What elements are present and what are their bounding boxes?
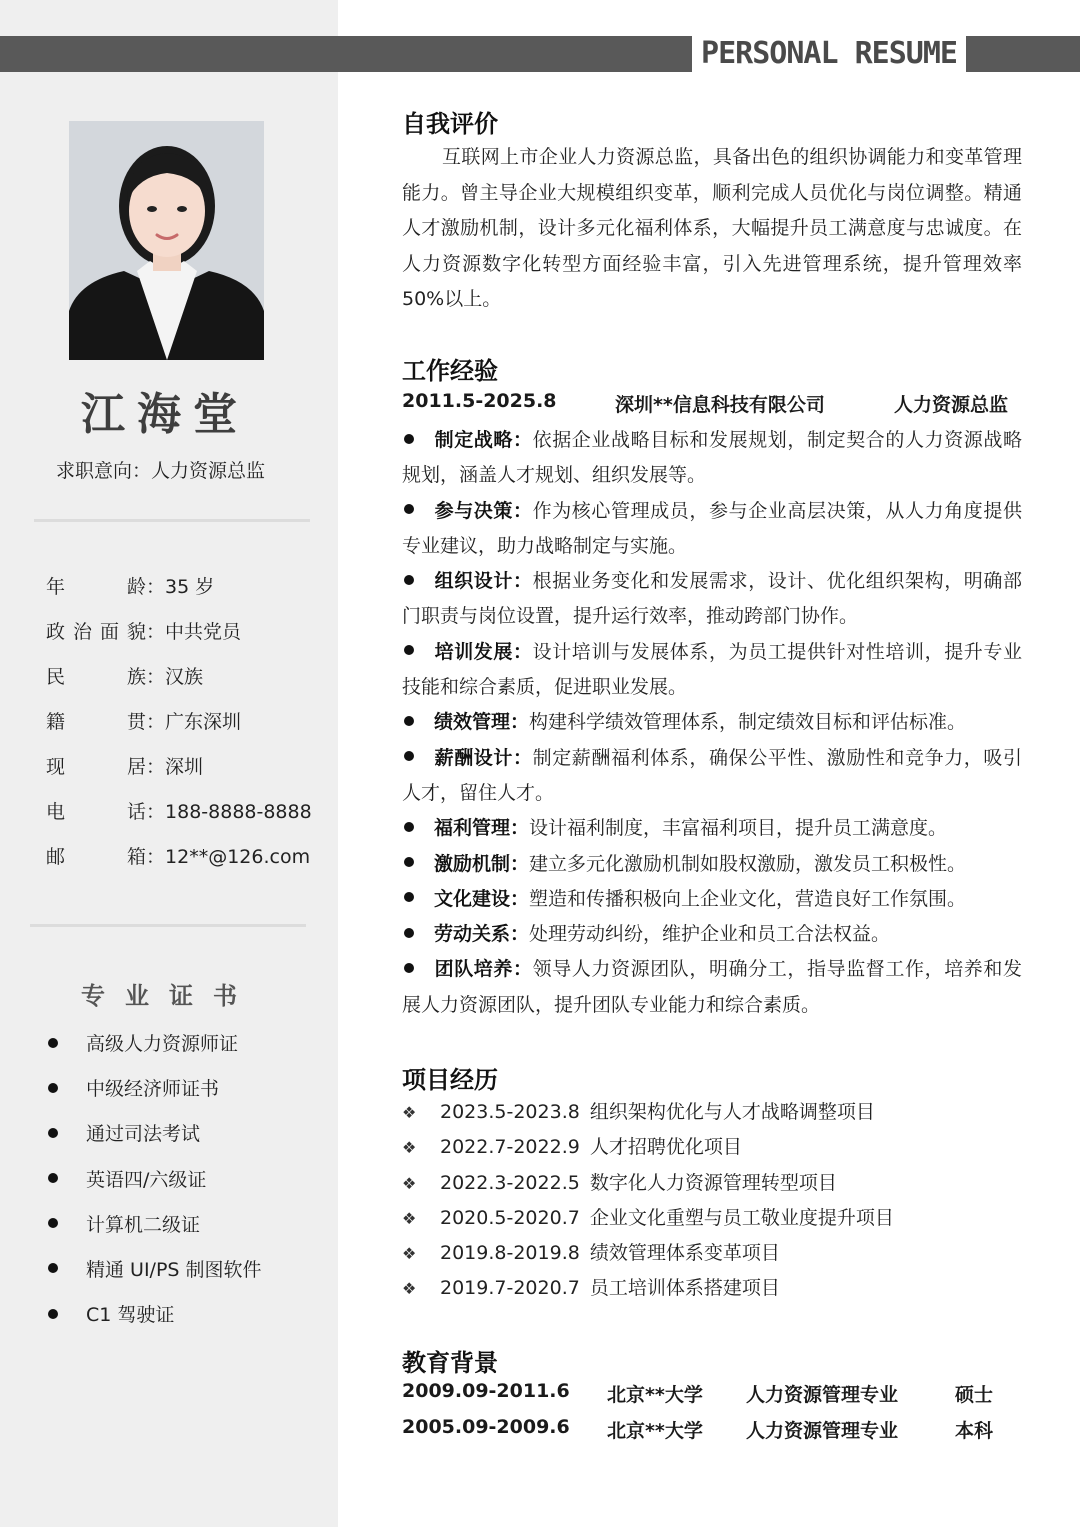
certificates-list bbox=[48, 1030, 262, 1346]
resume-banner-title: PERSONAL RESUME bbox=[701, 36, 957, 71]
bullet-icon bbox=[404, 857, 414, 867]
info-key: 年龄 bbox=[46, 576, 146, 598]
bullet-icon bbox=[48, 1218, 58, 1228]
project-item: ❖ 2022.3-2022.5 数字化人力资源管理转型项目 bbox=[402, 1166, 894, 1201]
job-company: 深圳**信息科技有限公司 bbox=[615, 394, 825, 416]
diamond-bullet-icon: ❖ bbox=[402, 1279, 417, 1299]
bullet-icon bbox=[404, 928, 414, 938]
duty-item: 绩效管理：构建科学绩效管理体系，制定绩效目标和评估标准。 bbox=[402, 705, 1022, 740]
job-objective-value: 人力资源总监 bbox=[151, 460, 266, 482]
job-objective bbox=[56, 456, 265, 483]
info-value: 中共党员 bbox=[165, 621, 242, 643]
info-value: 广东深圳 bbox=[165, 711, 242, 733]
diamond-bullet-icon: ❖ bbox=[402, 1103, 417, 1122]
certificate-item: 计算机二级证 bbox=[48, 1211, 262, 1256]
bullet-icon bbox=[48, 1263, 58, 1273]
bullet-icon bbox=[48, 1309, 58, 1319]
info-key: 电话 bbox=[46, 801, 146, 823]
duty-item: 薪酬设计：制定薪酬福利体系，确保公平性、激励性和竞争力，吸引人才，留住人才。 bbox=[402, 746, 1022, 804]
info-hometown: 籍贯：广东深圳 bbox=[46, 711, 242, 733]
bullet-icon bbox=[404, 645, 414, 655]
sidebar-divider bbox=[30, 924, 306, 927]
info-value: 188-8888-8888 bbox=[165, 801, 312, 823]
bullet-icon bbox=[404, 504, 414, 514]
self-eval-text: 互联网上市企业人力资源总监，具备出色的组织协调能力和变革管理能力。曾主导企业大规模组织变革，顺利完成人员优化与岗位调整。精通人才激励机制，设计多元化福利体系，大幅提升员工满意度与忠诚度。在人力资源数字化转型方面经验丰富，引入先进管理系统，提升管理效率 50%以上。 bbox=[402, 146, 1022, 310]
projects-title: 项目经历 bbox=[402, 1066, 498, 1094]
bullet-icon bbox=[48, 1083, 58, 1093]
project-item: ❖ 2019.7-2020.7 员工培训体系搭建项目 bbox=[402, 1271, 894, 1306]
info-phone: 电话：188-8888-8888 bbox=[46, 801, 312, 823]
project-item: ❖ 2019.8-2019.8 绩效管理体系变革项目 bbox=[402, 1236, 894, 1271]
profile-photo bbox=[69, 121, 264, 360]
duty-item: 培训发展：设计培训与发展体系，为员工提供针对性培训，提升专业技能和综合素质，促进职业发展。 bbox=[402, 640, 1022, 699]
info-ethnicity: 民族：汉族 bbox=[46, 666, 204, 688]
certificate-item: 精通 UI/PS 制图软件 bbox=[48, 1256, 262, 1301]
header-bar-right bbox=[966, 36, 1080, 72]
job-header bbox=[402, 390, 1022, 420]
diamond-bullet-icon: ❖ bbox=[402, 1173, 417, 1193]
info-age: 年龄：35 岁 bbox=[46, 576, 215, 598]
certificate-item: 英语四/六级证 bbox=[48, 1166, 262, 1211]
duty-item: 组织设计：根据业务变化和发展需求，设计、优化组织架构，明确部门职责与岗位设置，提升运行效率，推动跨部门协作。 bbox=[402, 570, 1022, 628]
duty-item: 劳动关系：处理劳动纠纷，维护企业和员工合法权益。 bbox=[402, 917, 1022, 952]
info-value: 汉族 bbox=[165, 666, 204, 688]
candidate-name: 江海堂 bbox=[81, 389, 249, 440]
info-key: 现居 bbox=[46, 756, 146, 778]
job-period: 2011.5-2025.8 bbox=[402, 390, 557, 412]
bullet-icon bbox=[404, 963, 414, 973]
job-position: 人力资源总监 bbox=[894, 394, 1009, 416]
sidebar-divider bbox=[34, 519, 310, 522]
project-item: ❖ 2022.7-2022.9 人才招聘优化项目 bbox=[402, 1130, 894, 1165]
header-bar-left bbox=[0, 36, 692, 72]
diamond-bullet-icon: ❖ bbox=[402, 1208, 417, 1228]
bullet-icon bbox=[404, 434, 414, 444]
education-row: 2009.09-2011.6 北京**大学 人力资源管理专业 硕士 bbox=[402, 1380, 994, 1406]
info-key: 籍贯 bbox=[46, 711, 146, 733]
info-value: 35 岁 bbox=[165, 576, 215, 598]
diamond-bullet-icon: ❖ bbox=[402, 1244, 417, 1264]
bullet-icon bbox=[48, 1128, 58, 1138]
info-political-status: 政治面貌：中共党员 bbox=[46, 621, 242, 643]
duty-item: 激励机制：建立多元化激励机制如股权激励，激发员工积极性。 bbox=[402, 847, 1022, 882]
education-table bbox=[402, 1380, 1022, 1451]
diamond-bullet-icon: ❖ bbox=[402, 1138, 417, 1158]
certificate-item: 通过司法考试 bbox=[48, 1120, 262, 1165]
bullet-icon bbox=[48, 1038, 58, 1048]
work-title: 工作经验 bbox=[402, 357, 498, 385]
certificate-item: 高级人力资源师证 bbox=[48, 1030, 262, 1075]
duty-item: 参与决策：作为核心管理成员，参与企业高层决策，从人力角度提供专业建议，助力战略制定与实施。 bbox=[402, 499, 1022, 557]
bullet-icon bbox=[404, 575, 414, 585]
bullet-icon bbox=[404, 716, 414, 726]
bullet-icon bbox=[404, 822, 414, 832]
job-objective-label: 求职意向： bbox=[56, 460, 152, 482]
projects-list bbox=[402, 1095, 894, 1307]
info-email: 邮箱：12**@126.com bbox=[46, 846, 311, 868]
certificate-item: 中级经济师证书 bbox=[48, 1075, 262, 1120]
personal-info-list bbox=[46, 574, 312, 889]
duty-item: 制定战略：依据企业战略目标和发展规划，制定契合的人力资源战略规划，涵盖人才规划、组织发展等。 bbox=[402, 429, 1022, 487]
info-residence: 现居：深圳 bbox=[46, 756, 204, 778]
bullet-icon bbox=[404, 892, 414, 902]
project-item: ❖ 2020.5-2020.7 企业文化重塑与员工敬业度提升项目 bbox=[402, 1201, 894, 1236]
bullet-icon bbox=[48, 1173, 58, 1183]
info-value: 12**@126.com bbox=[165, 846, 311, 868]
certificate-item: C1 驾驶证 bbox=[48, 1301, 262, 1346]
duty-item: 福利管理：设计福利制度，丰富福利项目，提升员工满意度。 bbox=[402, 811, 1022, 846]
bullet-icon bbox=[404, 751, 414, 761]
project-item: ❖ 2023.5-2023.8 组织架构优化与人才战略调整项目 bbox=[402, 1095, 894, 1130]
info-key: 民族 bbox=[46, 666, 146, 688]
education-title: 教育背景 bbox=[402, 1349, 498, 1377]
self-eval-title: 自我评价 bbox=[402, 110, 498, 138]
duty-item: 文化建设：塑造和传播积极向上企业文化，营造良好工作氛围。 bbox=[402, 882, 1022, 917]
info-value: 深圳 bbox=[165, 756, 204, 778]
info-key: 政治面貌 bbox=[46, 621, 146, 643]
education-row: 2005.09-2009.6 北京**大学 人力资源管理专业 本科 bbox=[402, 1415, 994, 1442]
duty-item: 团队培养：领导人力资源团队，明确分工，指导监督工作，培养和发展人力资源团队，提升团队专业能力和综合素质。 bbox=[402, 958, 1022, 1016]
certificates-title: 专业证书 bbox=[81, 982, 257, 1010]
portrait-illustration bbox=[69, 121, 264, 360]
info-key: 邮箱 bbox=[46, 846, 146, 868]
duties-list bbox=[402, 423, 1022, 1023]
